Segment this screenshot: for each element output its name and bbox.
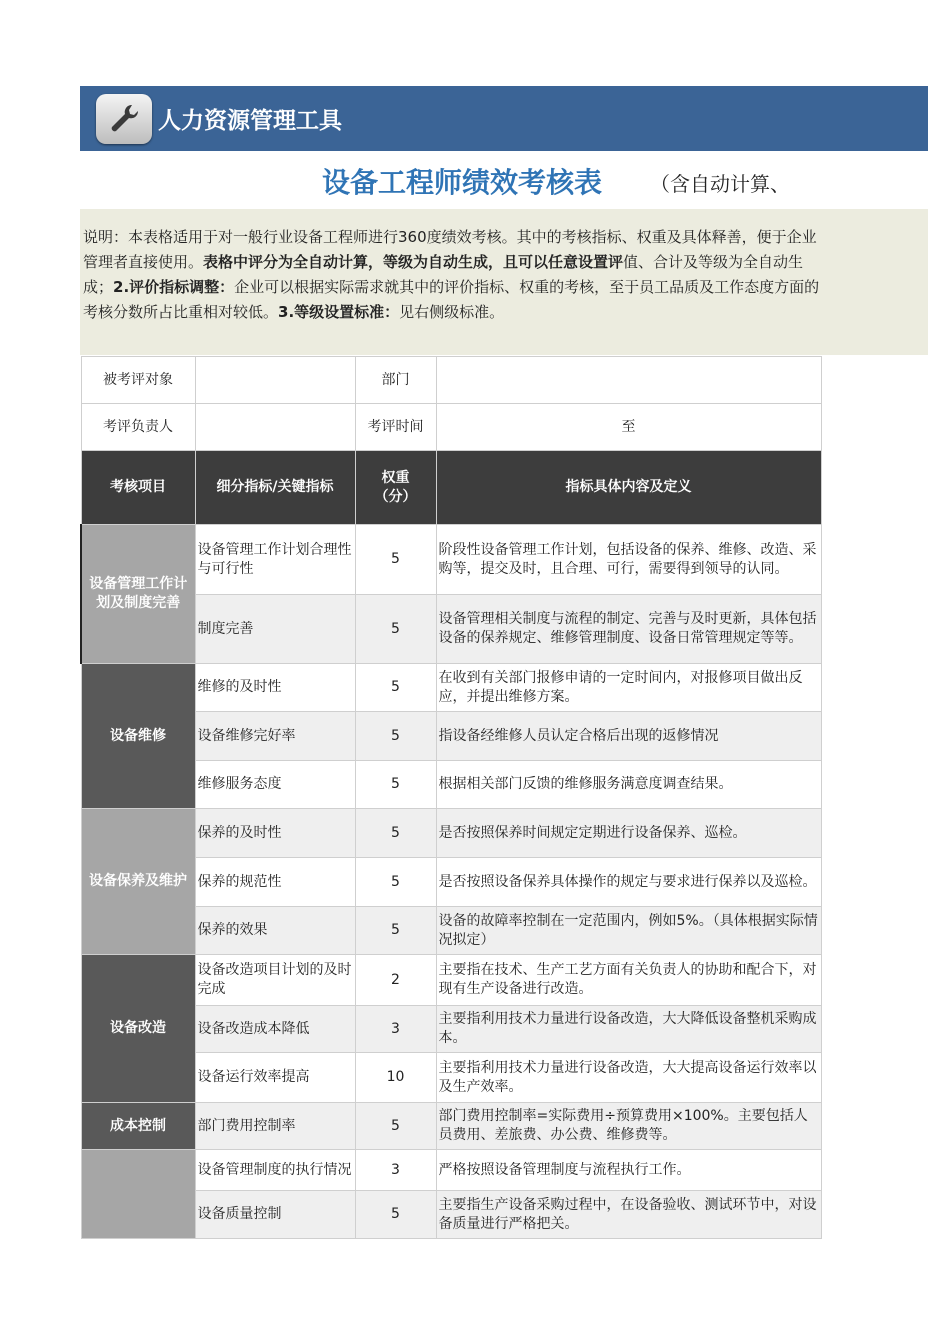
indicator-cell[interactable]: 部门费用控制率 bbox=[195, 1103, 355, 1150]
definition-cell[interactable]: 设备的故障率控制在一定范围内，例如5%。（具体根据实际情况拟定） bbox=[436, 907, 821, 955]
col-definition: 指标具体内容及定义 bbox=[436, 451, 821, 525]
indicator-cell[interactable]: 保养的规范性 bbox=[195, 858, 355, 907]
dept-label: 部门 bbox=[355, 357, 436, 404]
wrench-icon bbox=[96, 94, 152, 144]
weight-cell[interactable]: 3 bbox=[355, 1150, 436, 1191]
definition-cell[interactable]: 是否按照保养时间规定定期进行设备保养、巡检。 bbox=[436, 809, 821, 858]
weight-cell[interactable]: 10 bbox=[355, 1053, 436, 1103]
definition-cell[interactable]: 是否按照设备保养具体操作的规定与要求进行保养以及巡检。 bbox=[436, 858, 821, 907]
assessment-table bbox=[80, 356, 822, 1239]
definition-cell[interactable]: 在收到有关部门报修申请的一定时间内，对报修项目做出反应，并提出维修方案。 bbox=[436, 664, 821, 712]
time-input[interactable]: 至 bbox=[436, 404, 821, 451]
definition-cell[interactable]: 主要指在技术、生产工艺方面有关负责人的协助和配合下，对现有生产设备进行改造。 bbox=[436, 955, 821, 1006]
category-cell: 设备保养及维护 bbox=[81, 809, 195, 955]
definition-cell[interactable]: 主要指生产设备采购过程中，在设备验收、测试环节中，对设备质量进行严格把关。 bbox=[436, 1191, 821, 1239]
table-row bbox=[81, 1150, 821, 1191]
description-text: 说明：本表格适用于对一般行业设备工程师进行360度绩效考核。其中的考核指标、权重及具体释善，便于企业管理者直接使用。表格中评分为全自动计算，等级为自动生成，且可以任意设置评值、合计及等级为全自动生成；2.评价指标调整：企业可以根据实际需求就其中的评价指标、权重的考核，至于员工品质及工作态度方面的考核分数所占比重相对较低。3.等级设置标准：见右侧级标准。 bbox=[83, 228, 820, 321]
category-cell bbox=[81, 1150, 195, 1239]
definition-cell[interactable]: 主要指利用技术力量进行设备改造，大大提高设备运行效率以及生产效率。 bbox=[436, 1053, 821, 1103]
category-cell: 成本控制 bbox=[81, 1103, 195, 1150]
table-row bbox=[81, 525, 821, 595]
indicator-cell[interactable]: 设备管理工作计划合理性与可行性 bbox=[195, 525, 355, 595]
col-weight: 权重 （分） bbox=[355, 451, 436, 525]
weight-cell[interactable]: 5 bbox=[355, 907, 436, 955]
app-title: 人力资源管理工具 bbox=[158, 108, 342, 134]
page-title: 设备工程师绩效考核表 bbox=[322, 166, 603, 199]
table-row bbox=[81, 664, 821, 712]
table-row bbox=[81, 955, 821, 1006]
definition-cell[interactable]: 主要指利用技术力量进行设备改造，大大降低设备整机采购成本。 bbox=[436, 1006, 821, 1053]
definition-cell[interactable]: 严格按照设备管理制度与流程执行工作。 bbox=[436, 1150, 821, 1191]
weight-cell[interactable]: 5 bbox=[355, 1103, 436, 1150]
indicator-cell[interactable]: 保养的及时性 bbox=[195, 809, 355, 858]
definition-cell[interactable]: 部门费用控制率=实际费用÷预算费用×100%。主要包括人员费用、差旅费、办公费、维修费等。 bbox=[436, 1103, 821, 1150]
table-row bbox=[81, 809, 821, 858]
col-category: 考核项目 bbox=[81, 451, 195, 525]
owner-label: 考评负责人 bbox=[81, 404, 195, 451]
indicator-cell[interactable]: 设备运行效率提高 bbox=[195, 1053, 355, 1103]
owner-input[interactable] bbox=[195, 404, 355, 451]
table-row bbox=[81, 1103, 821, 1150]
definition-cell[interactable]: 指设备经维修人员认定合格后出现的返修情况 bbox=[436, 712, 821, 761]
category-cell: 设备管理工作计划及制度完善 bbox=[81, 525, 195, 664]
category-cell: 设备改造 bbox=[81, 955, 195, 1103]
indicator-cell[interactable]: 制度完善 bbox=[195, 595, 355, 664]
weight-cell[interactable]: 5 bbox=[355, 809, 436, 858]
indicator-cell[interactable]: 维修的及时性 bbox=[195, 664, 355, 712]
weight-cell[interactable]: 5 bbox=[355, 664, 436, 712]
description-box bbox=[80, 209, 928, 355]
time-label: 考评时间 bbox=[355, 404, 436, 451]
subject-label: 被考评对象 bbox=[81, 357, 195, 404]
definition-cell[interactable]: 根据相关部门反馈的维修服务满意度调查结果。 bbox=[436, 761, 821, 809]
weight-cell[interactable]: 5 bbox=[355, 712, 436, 761]
column-header-row bbox=[81, 451, 821, 525]
indicator-cell[interactable]: 维修服务态度 bbox=[195, 761, 355, 809]
weight-cell[interactable]: 3 bbox=[355, 1006, 436, 1053]
weight-cell[interactable]: 5 bbox=[355, 595, 436, 664]
definition-cell[interactable]: 设备管理相关制度与流程的制定、完善与及时更新，具体包括设备的保养规定、维修管理制度、设备日常管理规定等等。 bbox=[436, 595, 821, 664]
indicator-cell[interactable]: 设备维修完好率 bbox=[195, 712, 355, 761]
info-row bbox=[81, 404, 821, 451]
page-subtitle: （含自动计算、 bbox=[650, 172, 790, 196]
weight-cell[interactable]: 5 bbox=[355, 1191, 436, 1239]
weight-cell[interactable]: 5 bbox=[355, 761, 436, 809]
category-cell: 设备维修 bbox=[81, 664, 195, 809]
weight-cell[interactable]: 5 bbox=[355, 525, 436, 595]
indicator-cell[interactable]: 设备改造项目计划的及时完成 bbox=[195, 955, 355, 1006]
indicator-cell[interactable]: 设备改造成本降低 bbox=[195, 1006, 355, 1053]
indicator-cell[interactable]: 保养的效果 bbox=[195, 907, 355, 955]
weight-cell[interactable]: 5 bbox=[355, 858, 436, 907]
weight-cell[interactable]: 2 bbox=[355, 955, 436, 1006]
info-row bbox=[81, 357, 821, 404]
dept-input[interactable] bbox=[436, 357, 821, 404]
indicator-cell[interactable]: 设备质量控制 bbox=[195, 1191, 355, 1239]
subject-input[interactable] bbox=[195, 357, 355, 404]
col-indicator: 细分指标/关键指标 bbox=[195, 451, 355, 525]
definition-cell[interactable]: 阶段性设备管理工作计划，包括设备的保养、维修、改造、采购等，提交及时，且合理、可行，需要得到领导的认同。 bbox=[436, 525, 821, 595]
indicator-cell[interactable]: 设备管理制度的执行情况 bbox=[195, 1150, 355, 1191]
